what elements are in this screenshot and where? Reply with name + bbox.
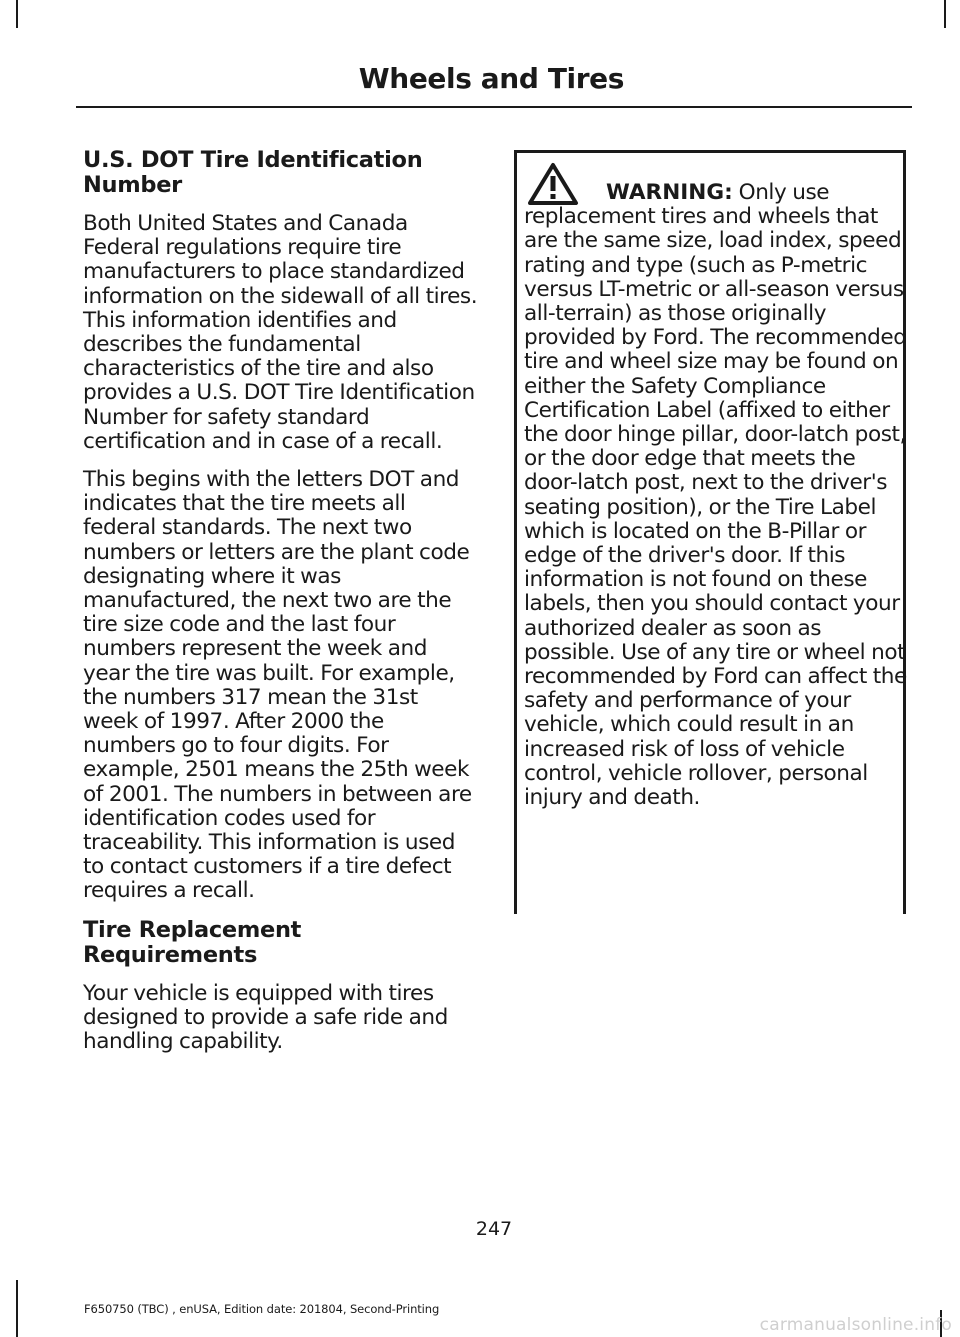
edition-info: F650750 (TBC) , enUSA, Edition date: 201804, Second-Printing: [84, 1302, 440, 1316]
dot-id-paragraph-2: This begins with the letters DOT and indicates that the tire meets all federal standards. The next two numbers or letters are the plant code designating where it was manufactured, the next two are the tire size code and the last four numbers represent the week and year the tire was built. For example, the numbers 317 mean the 31st week of 1997. After 2000 the numbers go to four digits. For example, 2501 means the 25th week of 2001. The numbers in between are identification codes used for traceability. This information is used to contact customers if a tire defect requires a recall.: [83, 467, 472, 904]
dot-id-heading: U.S. DOT Tire Identification Number: [83, 147, 423, 198]
crop-mark-top-right: [944, 0, 946, 28]
tire-replacement-paragraph: Your vehicle is equipped with tires designed to provide a safe ride and handling capability.: [83, 980, 448, 1055]
warning-box: [514, 150, 906, 914]
page-section-title: Wheels and Tires: [358, 62, 624, 95]
warning-body: Only use replacement tires and wheels that are the same size, load index, speed rating and type (such as P-metric versus LT-metric or all-season versus all-terrain) as those originally provided by Ford. The recommended tire and wheel size may be found on either the Safety Compliance Certification Label (affixed to either the door hinge pillar, door-latch post, or the door edge that meets the door-latch post, next to the driver's seating position), or the Tire Label which is located on the B-Pillar or edge of the driver's door. If this information is not found on these labels, then you should contact your authorized dealer as soon as possible. Use of any tire or wheel not recommended by Ford can affect the safety and performance of your vehicle, which could result in an increased risk of loss of vehicle control, vehicle rollover, personal injury and death.: [524, 180, 907, 811]
left-column: [83, 148, 478, 1068]
warning-text: [524, 181, 909, 810]
dot-id-paragraph-1: Both United States and Canada Federal regulations require tire manufacturers to place standardized information on the sidewall of all tires. This information identifies and describes the fundamental characteristics of the tire and also provides a U.S. DOT Tire Identification Number for safety standard certification and in case of a recall.: [83, 211, 478, 454]
watermark: carmanualsonline.info: [759, 1315, 952, 1335]
tire-replacement-heading: Tire Replacement Requirements: [83, 916, 302, 968]
warning-label: WARNING:: [606, 180, 733, 205]
crop-mark-top-left: [16, 0, 18, 28]
crop-mark-bottom-left: [16, 1280, 18, 1337]
header-divider: [76, 106, 912, 108]
page-number: 247: [475, 1218, 513, 1240]
